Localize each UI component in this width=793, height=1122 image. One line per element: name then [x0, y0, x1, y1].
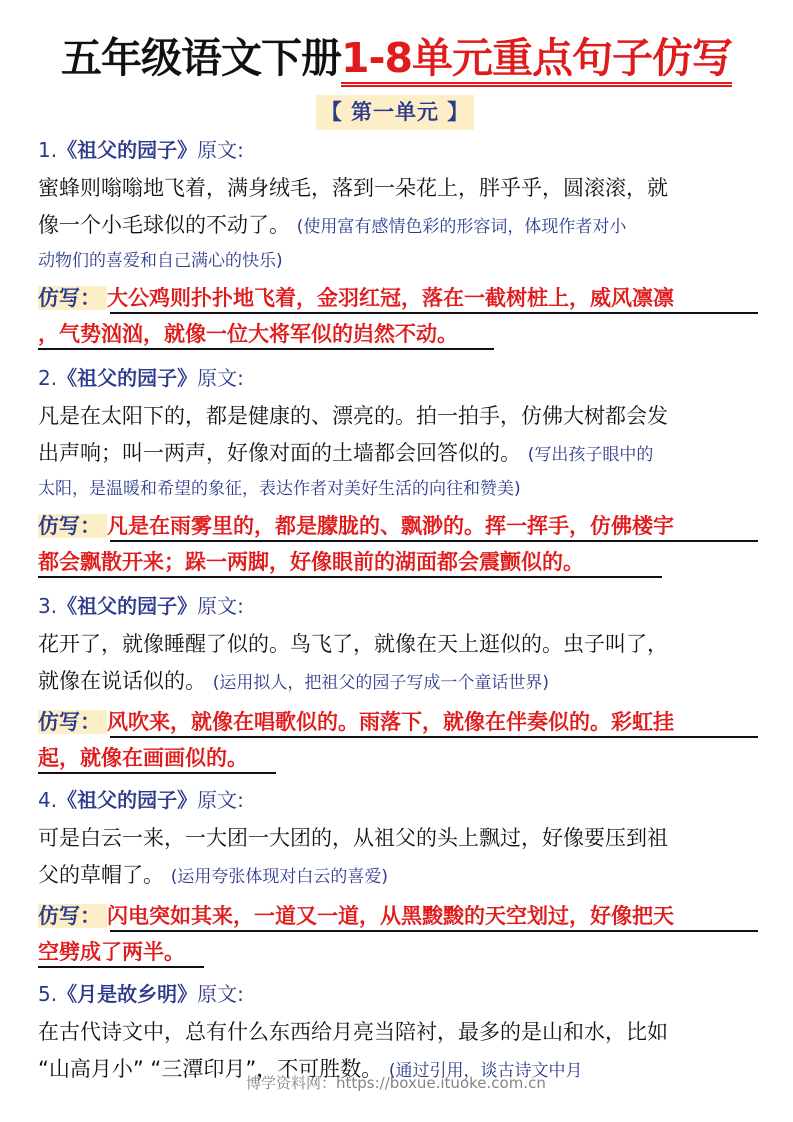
- annotation-cont: 动物们的喜爱和自己满心的快乐): [38, 251, 283, 271]
- item-heading: 5.《月是故乡明》原文:: [38, 982, 244, 1006]
- item-4: [38, 786, 760, 970]
- imitation-text: 仿写： 风吹来，就像在唱歌似的。雨落下，就像在伴奏似的。彩虹挂 起，就像在画画似的。: [38, 704, 760, 776]
- title-topic: 1-8单元重点句子仿写: [341, 34, 732, 87]
- item-heading: 1.《祖父的园子》原文:: [38, 138, 244, 162]
- annotation: (通过引用，谈古诗文中月: [388, 1061, 583, 1081]
- item-2: [38, 364, 760, 580]
- book-title: 《祖父的园子》: [57, 366, 198, 390]
- annotation: (运用夸张体现对白云的喜爱): [170, 867, 388, 887]
- watermark: 博学资料网：https://boxue.ituoke.com.cn: [246, 1074, 546, 1092]
- original-text: 在古代诗文中，总有什么东西给月亮当陪衬，最多的是山和水，比如 “山高月小” “三潭印月”，不可胜数。 (通过引用，谈古诗文中月: [38, 1020, 668, 1081]
- underline: [38, 576, 662, 578]
- title-grade: 五年级语文下册: [60, 34, 341, 82]
- annotation: (运用拟人，把祖父的园子写成一个童话世界): [212, 673, 549, 693]
- item-heading: 4.《祖父的园子》原文:: [38, 788, 244, 812]
- imitation-text: 仿写： 大公鸡则扑扑地飞着，金羽红冠，落在一截树桩上，威风凛凛 ，气势汹汹，就像一位大将军似的岿然不动。: [38, 280, 760, 352]
- book-title: 《祖父的园子》: [57, 788, 198, 812]
- item-1: [38, 136, 760, 352]
- item-3: [38, 592, 760, 776]
- original-text: 蜜蜂则嗡嗡地飞着，满身绒毛，落到一朵花上，胖乎乎，圆滚滚，就 像一个小毛球似的不动了。 (使用富有感情色彩的形容词，体现作者对小: [38, 176, 668, 237]
- original-text: 凡是在太阳下的，都是健康的、漂亮的。拍一拍手，仿佛大树都会发 出声响；叫一两声，好像对面的土墙都会回答似的。 (写出孩子眼中的: [38, 404, 668, 465]
- underline: [110, 312, 758, 314]
- book-title: 《祖父的园子》: [57, 138, 198, 162]
- imitation-label: 仿写：: [38, 904, 107, 928]
- original-text: 花开了，就像睡醒了似的。鸟飞了，就像在天上逛似的。虫子叫了， 就像在说话似的。 (运用拟人，把祖父的园子写成一个童话世界): [38, 632, 668, 693]
- underline: [110, 540, 758, 542]
- annotation-cont: 太阳，是温暖和希望的象征，表达作者对美好生活的向往和赞美): [38, 479, 521, 499]
- underline: [38, 772, 276, 774]
- page-title: [0, 30, 793, 86]
- imitation-label: 仿写：: [38, 514, 107, 538]
- underline: [38, 348, 494, 350]
- unit-badge: 【 第一单元 】: [316, 95, 474, 130]
- imitation-label: 仿写：: [38, 286, 107, 310]
- book-title: 《祖父的园子》: [57, 594, 198, 618]
- imitation-text: 仿写： 闪电突如其来，一道又一道，从黑黢黢的天空划过，好像把天 空劈成了两半。: [38, 898, 760, 970]
- underline: [110, 930, 758, 932]
- imitation-text: 仿写： 凡是在雨雾里的，都是朦胧的、飘渺的。挥一挥手，仿佛楼宇 都会飘散开来；跺一两脚，好像眼前的湖面都会震颤似的。: [38, 508, 760, 580]
- underline: [110, 736, 758, 738]
- underline: [38, 966, 204, 968]
- annotation: (使用富有感情色彩的形容词，体现作者对小: [296, 217, 627, 237]
- annotation: (写出孩子眼中的: [527, 445, 654, 465]
- original-text: 可是白云一来，一大团一大团的，从祖父的头上飘过，好像要压到祖 父的草帽了。 (运用夸张体现对白云的喜爱): [38, 826, 668, 887]
- imitation-label: 仿写：: [38, 710, 107, 734]
- item-heading: 3.《祖父的园子》原文:: [38, 594, 244, 618]
- book-title: 《月是故乡明》: [57, 982, 198, 1006]
- item-heading: 2.《祖父的园子》原文:: [38, 366, 244, 390]
